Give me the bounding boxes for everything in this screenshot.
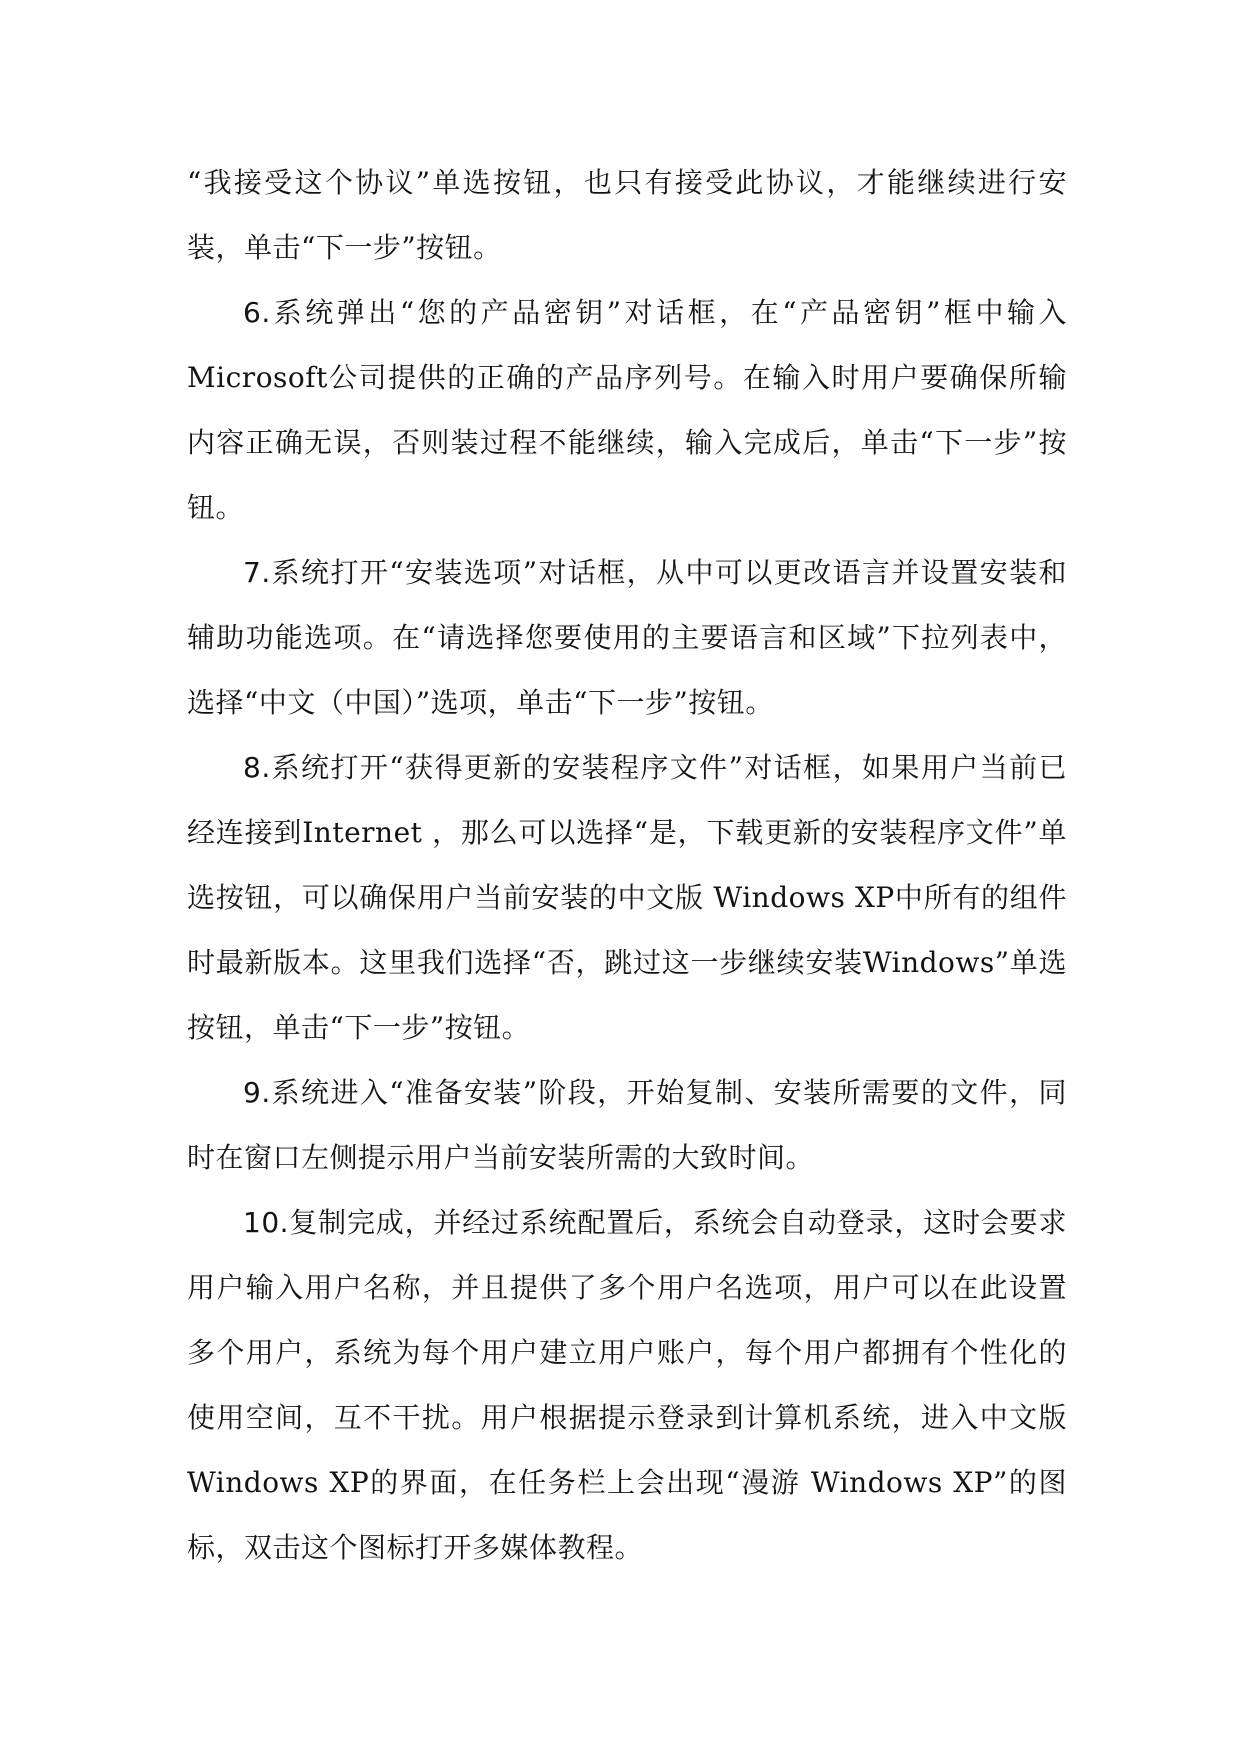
step-number: 7. xyxy=(243,556,271,589)
step-number: 6. xyxy=(243,296,271,329)
paragraph-text: “我接受这个协议”单选按钮，也只有接受此协议，才能继续进行安装，单击“下一步”按钮。 xyxy=(187,166,1067,264)
paragraph-text: 系统打开“安装选项”对话框，从中可以更改语言并设置安装和辅助功能选项。在“请选择您要使用的主要语言和区域”下拉列表中，选择“中文（中国）”选项，单击“下一步”按钮。 xyxy=(187,556,1067,719)
paragraph-text: 系统弹出“您的产品密钥”对话框，在“产品密钥”框中输入Microsoft公司提供的正确的产品序列号。在输入时用户要确保所输内容正确无误，否则装过程不能继续，输入完成后，单击“下一步”按钮。 xyxy=(187,296,1067,524)
step-number: 10. xyxy=(243,1206,290,1239)
paragraph-step-8 xyxy=(187,735,1067,1060)
paragraph-text: 系统进入“准备安装”阶段，开始复制、安装所需要的文件，同时在窗口左侧提示用户当前安装所需的大致时间。 xyxy=(187,1076,1067,1174)
document-body xyxy=(187,150,1067,1580)
paragraph-text: 系统打开“获得更新的安装程序文件”对话框，如果用户当前已经连接到Internet ，那么可以选择“是，下载更新的安装程序文件”单选按钮，可以确保用户当前安装的中文版 Windows XP中所有的组件时最新版本。这里我们选择“否，跳过这一步继续安装Windows”单选按钮，单击“下一步”按钮。 xyxy=(187,751,1067,1044)
paragraph-step-7 xyxy=(187,540,1067,735)
step-number: 9. xyxy=(243,1076,271,1109)
paragraph-step-10 xyxy=(187,1190,1067,1580)
paragraph-step-6 xyxy=(187,280,1067,540)
step-number: 8. xyxy=(243,751,271,784)
paragraph-continuation xyxy=(187,150,1067,280)
paragraph-text: 复制完成，并经过系统配置后，系统会自动登录，这时会要求用户输入用户名称，并且提供了多个用户名选项，用户可以在此设置多个用户，系统为每个用户建立用户账户，每个用户都拥有个性化的使用空间，互不干扰。用户根据提示登录到计算机系统，进入中文版Windows XP的界面，在任务栏上会出现“漫游 Windows XP”的图标，双击这个图标打开多媒体教程。 xyxy=(187,1206,1067,1564)
paragraph-step-9 xyxy=(187,1060,1067,1190)
